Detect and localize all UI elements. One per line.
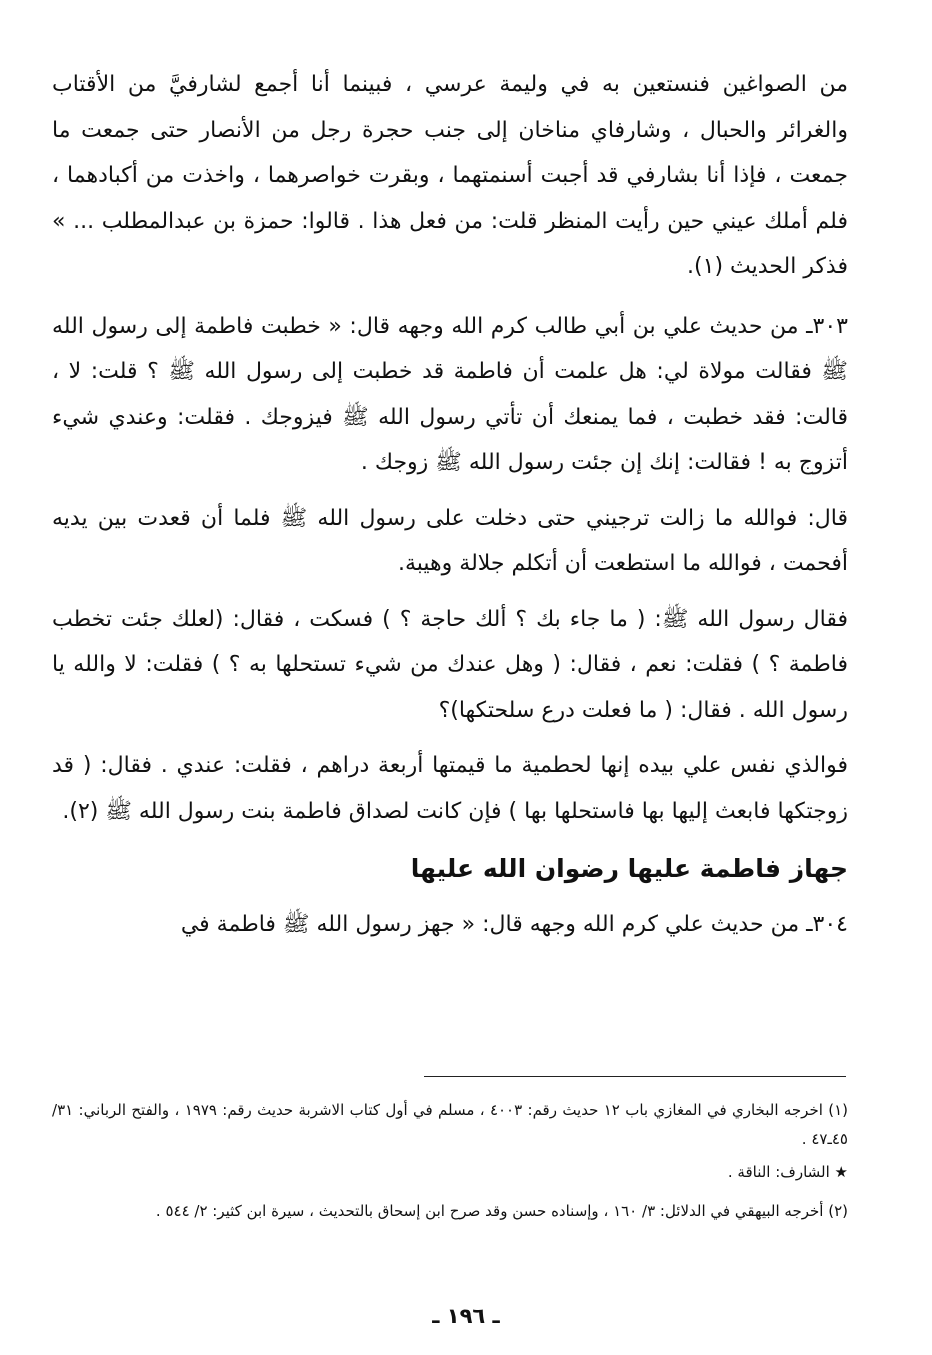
paragraph-1: من الصواغين فنستعين به في وليمة عرسي ، فبينما أنا أجمع لشارفيَّ من الأقتاب والغرائر والحبال ، وشارفاي مناخان إلى جنب حجرة رجل من الأنصار حتى جمعت ما جمعت ، فإذا أنا بشارفي قد أجبت أسنمتهما ، وبقرت خواصرهما ، واخذت من أكبادهما ، فلم أملك عيني حين رأيت المنظر قلت: من فعل هذا . قالوا: حمزة بن عبدالمطلب ... » فذكر الحديث (١).	[52, 72, 848, 279]
section-heading: جهاز فاطمة عليها رضوان الله عليها	[410, 854, 848, 883]
footnote-separator	[424, 1076, 846, 1077]
paragraph-303: ٣٠٣ـ من حديث علي بن أبي طالب كرم الله وجهه قال: « خطبت فاطمة إلى رسول الله ﷺ فقالت مولاة لي: هل علمت أن فاطمة قد خطبت إلى رسول الله ﷺ ؟ قلت: لا ، قالت: فقد خطبت ، فما يمنعك أن تأتي رسول الله ﷺ فيزوجك . فقلت: وعندي شيء أتزوج به ! فقالت: إنك إن جئت رسول الله ﷺ زوجك .	[52, 313, 848, 475]
paragraph-4: فقال رسول الله ﷺ: ( ما جاء بك ؟ ألك حاجة ؟ ) فسكت ، فقال: (لعلك جئت تخطب فاطمة ؟ ) فقلت: نعم ، فقال: ( وهل عندك من شيء تستحلها به ؟ ) فقلت: لا والله يا رسول الله . فقال: ( ما فعلت درع سلحتكها)؟	[52, 606, 848, 723]
main-text	[52, 62, 848, 958]
paragraph-304: ٣٠٤ـ من حديث علي كرم الله وجهه قال: « جهز رسول الله ﷺ فاطمة في	[180, 912, 848, 937]
paragraph-5: فوالذي نفس علي بيده إنها لحطمية ما قيمتها أربعة دراهم ، فقلت: عندي . فقال: ( قد زوجتكها فابعث إليها بها فاستحلها بها ) فإن كانت لصداق فاطمة بنت رسول الله ﷺ (٢).	[52, 753, 848, 824]
page-number: ـ ١٩٦ ـ	[432, 1304, 500, 1328]
footnote-star: ★ الشارف: الناقة .	[727, 1163, 848, 1181]
footnote-1: (١) اخرجه البخاري في المغازي باب ١٢ حديث رقم: ٤٠٠٣ ، مسلم في أول كتاب الاشربة حديث رقم: ١٩٧٩ ، والفتح الرباني: ٣١/ ٤٥ـ٤٧ .	[52, 1101, 849, 1148]
footnotes	[52, 1096, 848, 1230]
footnote-2: (٢) أخرجه البيهقي في الدلائل: ٣/ ١٦٠ ، وإسناده حسن وقد صرح ابن إسحاق بالتحديث ، سيرة ابن كثير: ٢/ ٥٤٤ .	[155, 1202, 848, 1220]
paragraph-3: قال: فوالله ما زالت ترجيني حتى دخلت على رسول الله ﷺ فلما أن قعدت بين يديه أفحمت ، فوالله ما استطعت أن أتكلم جلالة وهيبة.	[52, 505, 848, 576]
